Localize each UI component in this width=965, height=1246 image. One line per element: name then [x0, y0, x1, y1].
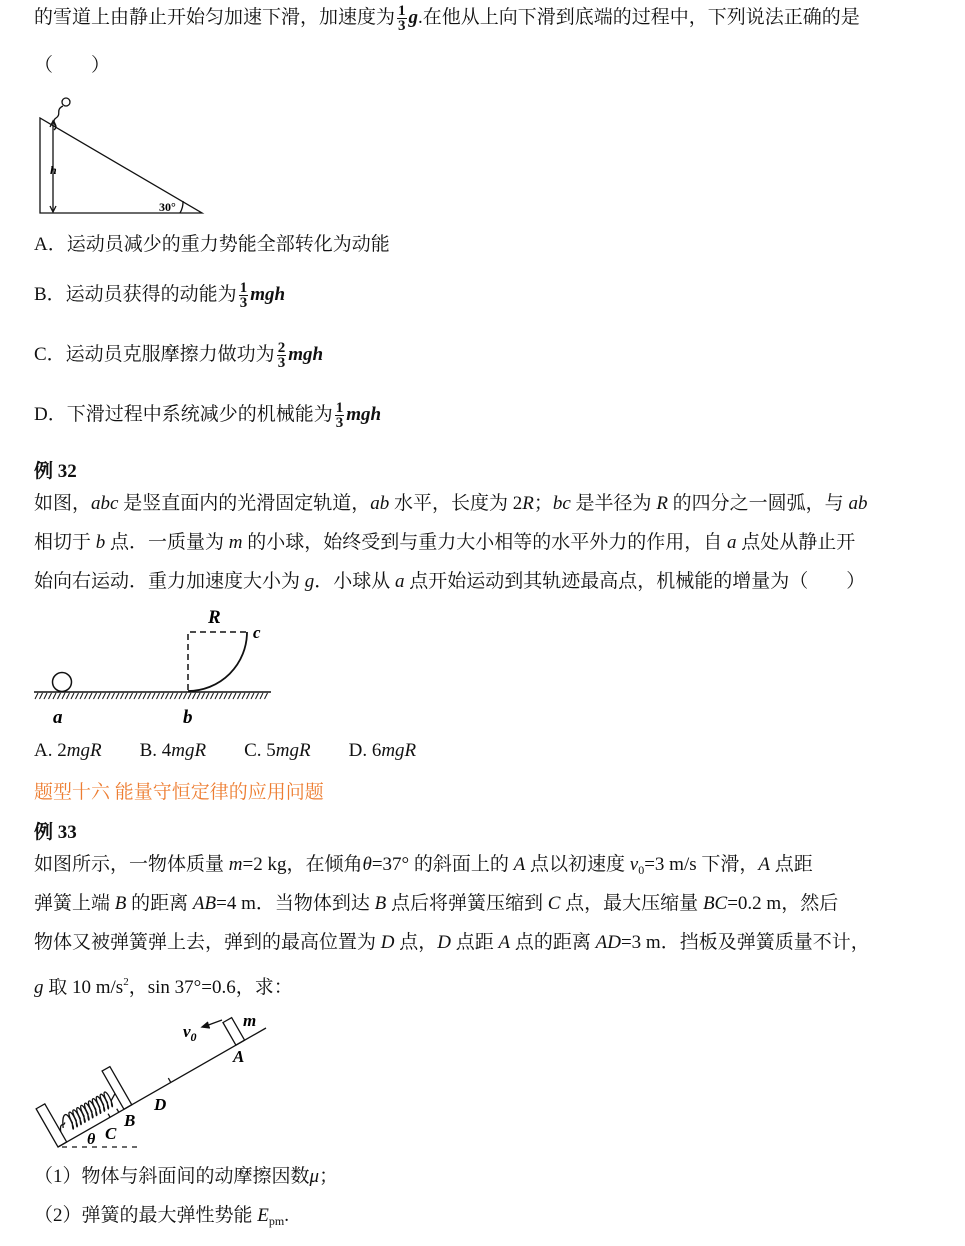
text-segment: B: [374, 893, 387, 914]
text-segment: （2）弹簧的最大弹性势能: [34, 1205, 258, 1226]
text-segment: 取 10 m/s: [43, 977, 124, 998]
q32-options: [34, 739, 416, 763]
text-segment: E: [257, 1205, 269, 1226]
text-segment: mgh: [288, 343, 324, 365]
text-segment: 的雪道上由静止开始匀加速下滑，加速度为: [34, 6, 396, 28]
ball-icon: [53, 673, 72, 692]
section-heading: 题型十六 能量守恒定律的应用问题: [34, 782, 324, 803]
text-segment: 物体又被弹簧弹上去，弹到的最高位置为: [34, 932, 381, 953]
text-segment: C．运动员克服摩擦力做功为: [34, 343, 275, 365]
text-segment: 点开始运动到其轨迹最高点，机械能的增量为（ ）: [404, 571, 866, 592]
angle-arc: [180, 201, 183, 213]
text-segment: 相切于: [34, 532, 96, 553]
q32-line: [34, 492, 867, 516]
q33-line: [34, 853, 813, 882]
text-segment: 始向右运动．重力加速度大小为: [34, 571, 305, 592]
label-A: A: [233, 1047, 245, 1066]
track-figure: [34, 632, 271, 699]
text-segment: 的距离: [126, 893, 193, 914]
text-segment: =2 kg，在倾角: [242, 854, 363, 875]
text-segment: ．小球从: [314, 571, 396, 592]
skier-body-icon: [54, 106, 63, 130]
option-b: [34, 281, 285, 310]
text-segment: B．运动员获得的动能为: [34, 283, 237, 305]
example-33-title: 例 33: [34, 822, 77, 843]
q33-line: [34, 970, 293, 1000]
text-segment: mgR: [381, 740, 417, 761]
label-a: a: [53, 707, 63, 728]
label-m: m: [243, 1011, 257, 1030]
text-segment: g: [304, 571, 315, 592]
label-B: B: [124, 1111, 136, 1130]
text-segment: =3 m．挡板及弹簧质量不计，: [620, 932, 870, 953]
text-segment: m: [228, 854, 243, 875]
text-segment: A: [498, 932, 511, 953]
text-segment: .: [284, 1205, 289, 1226]
text-segment: a: [727, 532, 737, 553]
text-segment: m: [228, 532, 243, 553]
option-a: [34, 233, 390, 257]
text-segment: b: [95, 532, 106, 553]
fraction: $\frac{2}{3}$: [277, 340, 286, 371]
text-segment: mgR: [275, 740, 311, 761]
text-segment: 点距: [451, 932, 499, 953]
text-segment: 点处从静止开: [736, 532, 856, 553]
angle-label: 30°: [159, 200, 176, 214]
text-segment: 水平，长度为 2: [389, 493, 523, 514]
text-segment: R: [522, 493, 534, 514]
label-theta: θ: [87, 1131, 96, 1148]
incline-line: [58, 1028, 266, 1147]
text-segment: abc: [91, 493, 119, 514]
text-segment: 是半径为: [570, 493, 657, 514]
text-segment: BC: [702, 893, 728, 914]
text-segment: =3 m/s 下滑，: [644, 854, 759, 875]
text-segment: mgR: [171, 740, 207, 761]
text-segment: bc: [552, 493, 571, 514]
text-segment: 点，: [394, 932, 438, 953]
text-segment: 点．一质量为: [105, 532, 229, 553]
incline-figure-1: [40, 98, 202, 213]
q33-line: [34, 931, 870, 955]
spring-incline-figure: [36, 1002, 266, 1147]
text-segment: ab: [848, 493, 868, 514]
text-segment: 2: [123, 976, 129, 988]
incline-triangle: [40, 118, 202, 213]
fraction: $\frac{1}{3}$: [335, 400, 344, 431]
radius-dashes: [188, 632, 247, 690]
ground-hatch: [35, 693, 268, 699]
sub-question-1: [34, 1165, 338, 1189]
text-segment: （1）物体与斜面间的动摩擦因数: [34, 1166, 310, 1187]
text-segment: 点的距离: [510, 932, 596, 953]
text-segment: 点，最大压缩量: [560, 893, 703, 914]
text-segment: B. 4: [101, 740, 172, 761]
text-segment: D. 6: [310, 740, 382, 761]
text-segment: a: [395, 571, 405, 592]
text-segment: 弹簧上端: [34, 893, 115, 914]
text-segment: D．下滑过程中系统减少的机械能为: [34, 403, 333, 425]
text-segment: ab: [370, 493, 390, 514]
example-32-title: 例 32: [34, 461, 77, 482]
text-segment: 的四分之一圆弧，与: [667, 493, 849, 514]
text-segment: A. 2: [34, 740, 67, 761]
height-label: h: [50, 163, 57, 177]
sub-question-2: [34, 1204, 289, 1233]
text-segment: =4 m．当物体到达: [216, 893, 375, 914]
text-segment: 点后将弹簧压缩到: [386, 893, 548, 914]
option-c: [34, 341, 323, 370]
text-segment: g: [408, 6, 419, 28]
text-segment: ；: [533, 493, 553, 514]
label-D: D: [154, 1095, 167, 1114]
text-segment: .在他从上向下滑到底端的过程中，下列说法正确的是: [418, 6, 860, 28]
label-c: c: [253, 623, 261, 642]
text-segment: ；: [319, 1166, 339, 1187]
label-v0: $v_0$: [183, 1022, 197, 1044]
text-segment: mgh: [346, 403, 382, 425]
text-segment: =37° 的斜面上的: [371, 854, 514, 875]
text-segment: θ: [362, 854, 372, 875]
label-R: R: [208, 607, 221, 628]
text-segment: ，sin 37°=0.6，求：: [128, 977, 293, 998]
text-segment: v: [629, 854, 639, 875]
text-segment: 点以初速度: [525, 854, 630, 875]
quarter-arc: [188, 632, 247, 691]
text-segment: pm: [268, 1214, 285, 1228]
text-segment: g: [34, 977, 44, 998]
label-C: C: [105, 1124, 117, 1143]
skier-head-icon: [62, 98, 70, 106]
q33-line: [34, 892, 838, 916]
text-segment: μ: [309, 1166, 320, 1187]
option-d: [34, 401, 381, 430]
text-segment: 如图，: [34, 493, 92, 514]
text-segment: R: [656, 493, 668, 514]
text-segment: C. 5: [206, 740, 276, 761]
text-segment: 的小球，始终受到与重力大小相等的水平外力的作用，自: [242, 532, 728, 553]
text-segment: 如图所示，一物体质量: [34, 854, 229, 875]
q32-line: [34, 531, 855, 555]
text-segment: A: [513, 854, 526, 875]
fraction: $\frac{1}{3}$: [239, 280, 248, 311]
text-segment: =0.2 m，然后: [727, 893, 839, 914]
label-b: b: [183, 707, 193, 728]
text-segment: C: [547, 893, 561, 914]
text-segment: A: [758, 854, 770, 875]
block-m: [223, 1018, 245, 1046]
velocity-arrowhead-icon: [202, 1022, 210, 1028]
text-segment: （ ）: [34, 55, 111, 76]
text-segment: AD: [595, 932, 621, 953]
text-segment: D: [437, 932, 451, 953]
text-segment: AB: [192, 893, 217, 914]
text-segment: mgh: [250, 283, 286, 305]
text-segment: mgR: [66, 740, 102, 761]
fraction: $\frac{1}{3}$: [398, 3, 406, 34]
tick-D: [168, 1078, 170, 1082]
text-segment: D: [380, 932, 395, 953]
text-segment: 是竖直面内的光滑固定轨道，: [118, 493, 371, 514]
text-segment: B: [114, 893, 127, 914]
text-segment: A．运动员减少的重力势能全部转化为动能: [34, 234, 390, 255]
text-segment: 0: [638, 863, 645, 877]
text-segment: 点距: [769, 854, 813, 875]
q32-line: [34, 570, 865, 594]
tick-C: [117, 1109, 119, 1112]
